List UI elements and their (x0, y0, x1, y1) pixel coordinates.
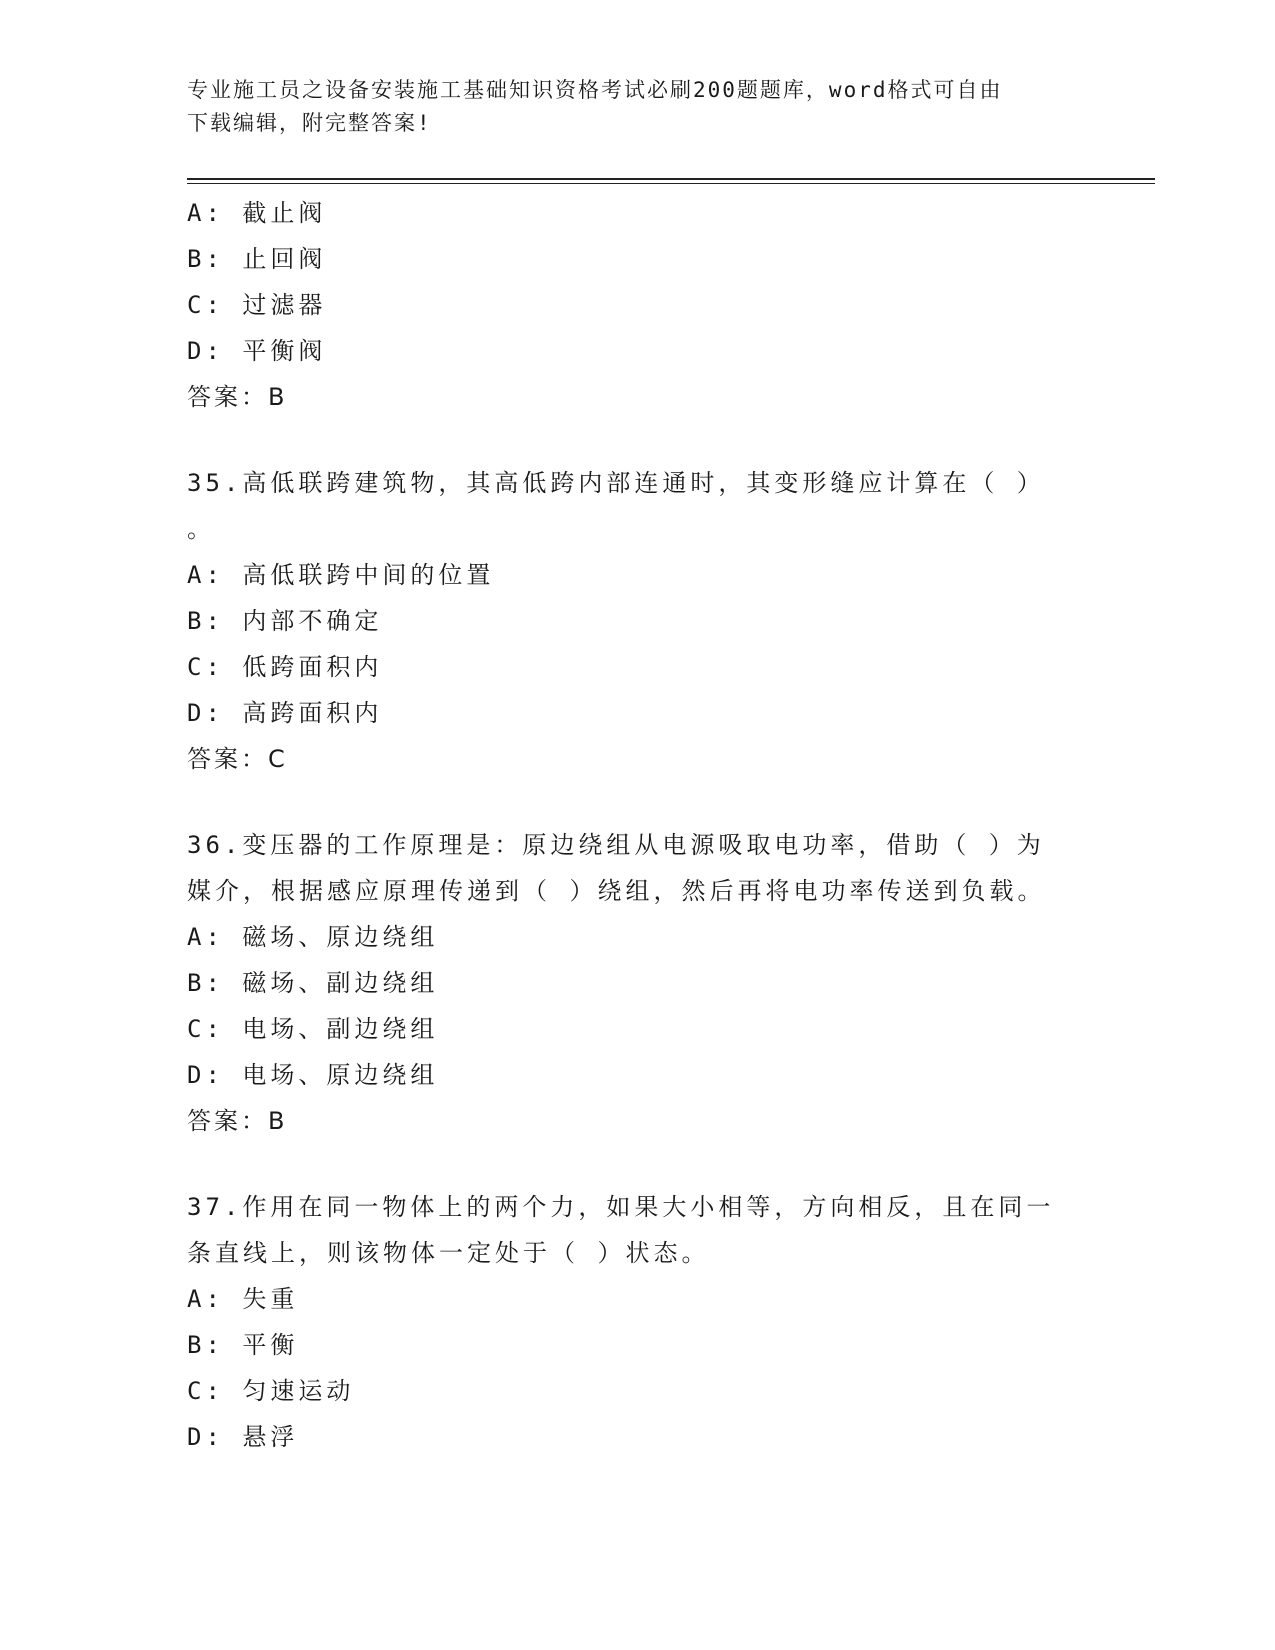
option-d: D: 电场、原边绕组 (187, 1061, 439, 1089)
header-rule-thin (187, 183, 1155, 184)
option-a: A: 失重 (187, 1285, 299, 1313)
option-c: C: 过滤器 (187, 291, 327, 319)
option-a: A: 高低联跨中间的位置 (187, 561, 495, 589)
option-c: C: 电场、副边绕组 (187, 1015, 439, 1043)
header-rule-thick (187, 178, 1155, 180)
header-line-2: 下载编辑，附完整答案! (187, 111, 432, 135)
option-d: D: 平衡阀 (187, 337, 327, 365)
question-37 (187, 1184, 1087, 1460)
question-text-line-1: 35.高低联跨建筑物，其高低跨内部连通时，其变形缝应计算在（ ） (187, 469, 1045, 497)
option-b: B: 内部不确定 (187, 607, 383, 635)
option-b: B: 磁场、副边绕组 (187, 969, 439, 997)
question-text-line-2: 条直线上，则该物体一定处于（ ）状态。 (187, 1239, 710, 1267)
option-a: A: 截止阀 (187, 199, 327, 227)
header-line-1: 专业施工员之设备安装施工基础知识资格考试必刷200题题库，word格式可自由 (187, 78, 1003, 102)
option-b: B: 平衡 (187, 1331, 299, 1359)
document-header (187, 74, 1087, 140)
answer-line: 答案：B (187, 1107, 288, 1135)
question-34-continued (187, 190, 1087, 420)
option-a: A: 磁场、原边绕组 (187, 923, 439, 951)
question-text-line-1: 36.变压器的工作原理是：原边绕组从电源吸取电功率，借助（ ）为 (187, 831, 1045, 859)
option-c: C: 匀速运动 (187, 1377, 355, 1405)
option-c: C: 低跨面积内 (187, 653, 383, 681)
question-text-line-1: 37.作用在同一物体上的两个力，如果大小相等，方向相反，且在同一 (187, 1193, 1055, 1221)
question-text-line-2: 。 (187, 515, 215, 543)
document-content (187, 190, 1087, 1460)
option-b: B: 止回阀 (187, 245, 327, 273)
question-35 (187, 460, 1087, 782)
answer-line: 答案：C (187, 745, 288, 773)
answer-line: 答案：B (187, 383, 288, 411)
question-36 (187, 822, 1087, 1144)
question-text-line-2: 媒介，根据感应原理传递到（ ）绕组，然后再将电功率传送到负载。 (187, 877, 1046, 905)
option-d: D: 悬浮 (187, 1423, 299, 1451)
option-d: D: 高跨面积内 (187, 699, 383, 727)
